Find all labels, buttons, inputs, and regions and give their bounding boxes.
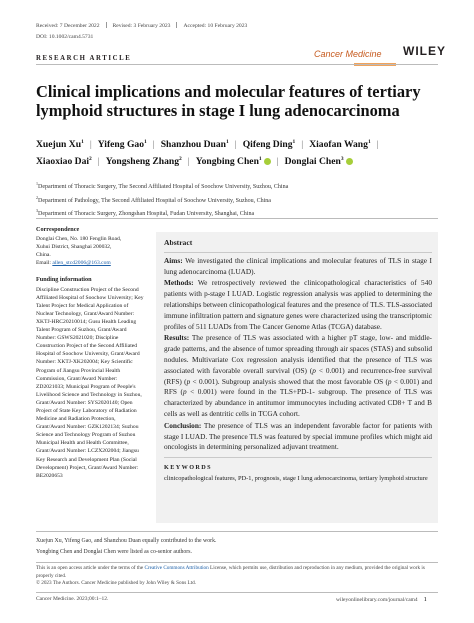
- footer-right: [336, 596, 427, 603]
- abstract-heading: Abstract: [164, 238, 432, 253]
- footnote-divider: [36, 531, 438, 532]
- journal-name: Cancer Medicine: [314, 49, 382, 59]
- affiliation: $^2$Department of Pathology, The Second Affiliated Hospital of Soochow University, Suzhou, China: [36, 194, 271, 204]
- affiliations: [36, 179, 288, 220]
- sidebar-column: [36, 226, 144, 489]
- author[interactable]: Donglai Chen$^3$: [285, 156, 353, 167]
- orcid-icon[interactable]: [264, 158, 271, 165]
- keywords-divider: [164, 457, 432, 458]
- abstract-methods: Methods: We retrospectively reviewed the clinicopathological characteristics of 540 patients with p-stage I LUAD. Logistic regression analysis was applied to determining the relationships between clinicopathological features and the presence of TLS. TLS-associated immune infiltration pattern and signature genes were characterized using the transcriptomic profiles of 511 LUADs from The Cancer Genome Atlas (TCGA) database.: [164, 278, 433, 331]
- author[interactable]: Yongbing Chen$^1$: [196, 156, 271, 167]
- funding-information: [36, 276, 144, 479]
- equal-contribution-note: Xuejun Xu, Yifeng Gao, and Shanzhou Duan equally contributed to the work.: [36, 538, 217, 544]
- author[interactable]: Shanzhou Duan$^1$: [160, 138, 229, 150]
- page-number: 1: [423, 596, 427, 603]
- journal-logo: [314, 44, 396, 66]
- author[interactable]: Xuejun Xu$^1$: [36, 138, 84, 150]
- funding-text: Discipline Construction Project of the Second Affiliated Hospital of Soochow University; Key Talent Project for Medical Application of Nuclear Technology, Grant/Award Number: XKTJ-HRC20210014; Gusu Health Leading Talent Program of Suzhou, Grant/Award Number: GSWS2021020; Discipline Construction Project of the Second Affiliated Hospital of Soochow University, Grant/Award Number: XKTJ-XK202004; Key Scientific Program of Jiangsu Provincial Health Commission, Grant/Award Number: ZD2021033; Municipal Program of People's Livelihood Science and Technology in Suzhou, Grant/Award Number: SYS2020140; Open Project of State Key Laboratory of Radiation Medicine and Radiation Protection, Grant/Award Number: GZK1202134; Suzhou Science and Technology Program of Suzhou Municipal Health and Health Committee, Grant/Award Number: LCZX202004; Jiangsu Key Research and Development Plan (Social Development) Project, Grant/Award Number: BE2020653: [36, 286, 144, 479]
- author[interactable]: Xiaoxiao Dai$^2$: [36, 155, 92, 167]
- doi[interactable]: DOI: 10.1002/cam4.5731: [36, 34, 94, 40]
- correspondence: Correspondence Donglai Chen, No. 180 Fenglin Road, Xuhui District, Shanghai 200032, China. Email: allen_stcd2006@163.com: [36, 226, 144, 267]
- email-link[interactable]: allen_stcd2006@163.com: [52, 260, 111, 267]
- header-divider: [36, 64, 438, 65]
- abstract-results: Results: The presence of TLS was associated with a higher pT stage, low- and middle-grade patterns, and the absence of tumor spreading through air spaces (STAS) and subsolid nodules. Multivariate Cox regression analysis identified that the presence of TLS was associated with favorable overall survival (OS) (p < 0.001) and recurrence-free survival (RFS) (p < 0.001). Subgroup analysis showed that the most favorable OS (p < 0.001) and RFS (p < 0.001) were found in the TLS+PD-1- subgroup. The presence of TLS was characterized by abundance in antitumor immunocytes including activated CD8+ T and B cells as well as dentritic cells in TCGA cohort.: [164, 333, 432, 418]
- author[interactable]: Xiaofan Wang$^1$: [309, 138, 371, 150]
- author-list: Xuejun Xu$^1$ | Yifeng Gao$^1$ | Shanzhou Duan$^1$ | Qifeng Ding$^1$ | Xiaofan Wang$^1$ | Xiaoxiao Dai$^2$ | Yongsheng Zhang$^2$ | Yongbing Chen$^1$ | Donglai Chen$^3$: [36, 138, 379, 167]
- accepted-date: Accepted: 10 February 2023: [183, 23, 248, 29]
- abstract-conclusion: Conclusion: The presence of TLS was an independent favorable factor for patients with stage I LUAD. The presence TLS was featured by special immune profiles which might aid oncologists in determining personalized adjuvant treatment.: [164, 420, 432, 452]
- author[interactable]: Qifeng Ding$^1$: [242, 138, 296, 150]
- citation: Cancer Medicine. 2023;00:1–12.: [36, 596, 109, 602]
- keywords-heading: KEYWORDS: [164, 464, 212, 472]
- license-divider: [36, 562, 438, 563]
- footer-divider: [36, 592, 438, 593]
- co-senior-note: Yongbing Chen and Donglai Chen were listed as co-senior authors.: [36, 549, 192, 555]
- license-link[interactable]: Creative Commons Attribution: [144, 565, 209, 571]
- correspondence-heading: Correspondence: [36, 226, 80, 233]
- author[interactable]: Yongsheng Zhang$^2$: [105, 155, 182, 167]
- journal-url[interactable]: wileyonlinelibrary.com/journal/cam4: [336, 597, 418, 603]
- copyright: © 2023 The Authors. Cancer Medicine published by John Wiley & Sons Ltd.: [36, 580, 197, 587]
- author-notes: [36, 536, 216, 558]
- abstract-content: [164, 238, 432, 484]
- author[interactable]: Yifeng Gao$^1$: [97, 138, 147, 150]
- license-text: This is an open access article under the terms of the Creative Commons Attribution License, which permits use, distribution and reproduction in any medium, provided the original work is properly cited. © 2023 The Authors. Cancer Medicine published by John Wiley & Sons Ltd.: [36, 565, 438, 588]
- publisher-logo: WILEY: [403, 44, 446, 58]
- received-date: Received: 7 December 2022: [36, 23, 100, 29]
- funding-heading: Funding information: [36, 276, 92, 284]
- abstract-box: [156, 232, 438, 523]
- affiliation: $^3$Department of Thoracic Surgery, Zhongshan Hospital, Fudan University, Shanghai, China: [36, 208, 255, 218]
- section-divider: [36, 218, 438, 219]
- abstract-aims: Aims: We investigated the clinical implications and molecular features of TLS in stage I lung adenocarcinoma (LUAD).: [164, 255, 432, 276]
- article-dates: [36, 22, 247, 29]
- revised-date: Revised: 3 February 2023: [112, 23, 171, 29]
- keywords: clinicopathological features, PD-1, prognosis, stage I lung adenocarcinoma, tertiary lymphoid structure: [164, 474, 428, 482]
- article-type: RESEARCH ARTICLE: [36, 55, 132, 62]
- affiliation: $^1$Department of Thoracic Surgery, The Second Affiliated Hospital of Soochow University, Suzhou, China: [36, 181, 289, 190]
- orcid-icon[interactable]: [346, 158, 353, 165]
- article-title: Clinical implications and molecular features of tertiary lymphoid structures in stage I lung adenocarcinoma: [36, 82, 421, 120]
